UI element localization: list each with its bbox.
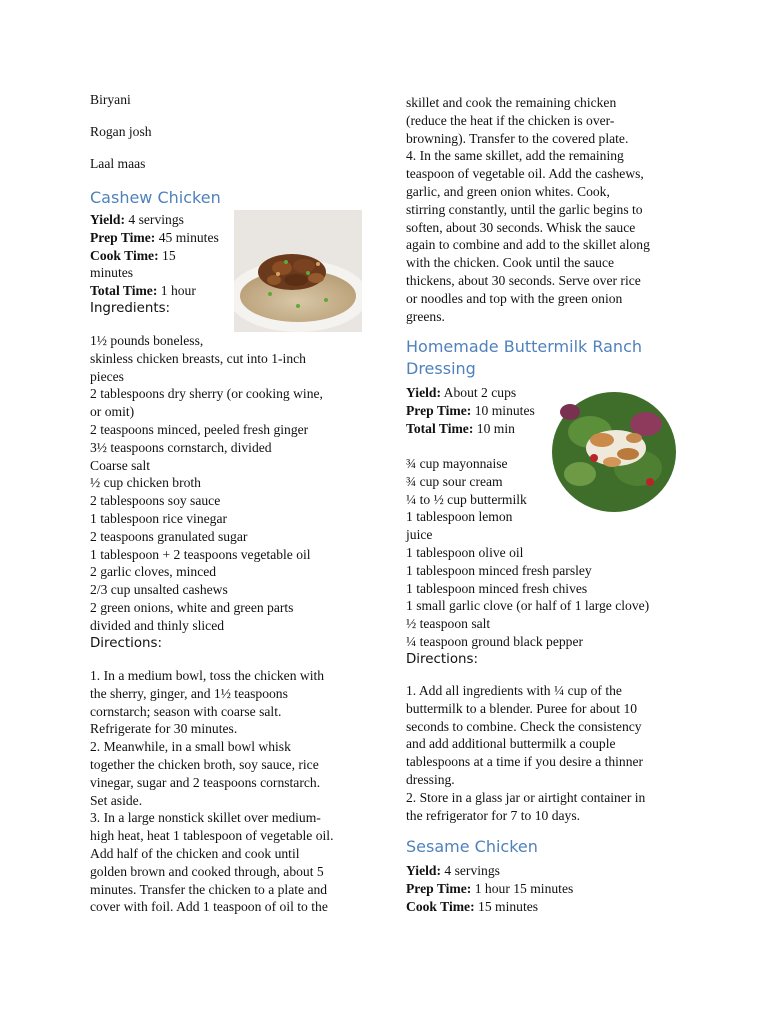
yield-value: About 2 cups bbox=[443, 385, 517, 400]
direction-line: skillet and cook the remaining chicken bbox=[406, 95, 617, 110]
ingredient-line: pieces bbox=[90, 368, 124, 384]
ingredient-line: ¾ cup sour cream bbox=[406, 473, 503, 489]
prep-value: 45 minutes bbox=[158, 229, 219, 245]
ingredient-line: skinless chicken breasts, cut into 1-inch bbox=[90, 350, 306, 366]
ingredients-label: Ingredients: bbox=[90, 300, 171, 316]
direction-line: Add half of the chicken and cook until bbox=[90, 845, 300, 861]
prep-value: 10 minutes bbox=[474, 402, 535, 418]
cook-label: Cook Time: bbox=[406, 898, 475, 914]
prep-value: 1 hour 15 minutes bbox=[474, 880, 574, 896]
ingredient-line: 2/3 cup unsalted cashews bbox=[90, 582, 228, 598]
direction-line: or noodles and top with the green onion bbox=[406, 290, 623, 306]
total-label: Total Time: bbox=[90, 283, 158, 299]
direction-line: tablespoons at a time if you desire a thinner bbox=[406, 754, 644, 770]
ingredient-line: divided and thinly sliced bbox=[90, 617, 225, 633]
ingredient-line: 1 tablespoon minced fresh parsley bbox=[406, 562, 592, 578]
direction-line: 4. In the same skillet, add the remaining bbox=[406, 148, 624, 164]
cashew-meta bbox=[90, 211, 240, 318]
direction-line: Set aside. bbox=[90, 792, 143, 808]
total-label: Total Time: bbox=[406, 420, 474, 436]
list-item-laal-maas: Laal maas bbox=[90, 156, 146, 171]
ingredient-line: juice bbox=[406, 527, 433, 543]
total-value: 1 hour bbox=[160, 283, 196, 299]
direction-line: again to combine and add to the skillet along bbox=[406, 237, 650, 253]
ingredient-line: 1 small garlic clove (or half of 1 large clove) bbox=[406, 598, 650, 614]
yield-label: Yield: bbox=[90, 212, 125, 227]
yield-label: Yield: bbox=[406, 863, 441, 878]
ranch-meta bbox=[406, 384, 556, 437]
ingredient-line: 1 tablespoon rice vinegar bbox=[90, 510, 228, 526]
ingredient-line: 3½ teaspoons cornstarch, divided bbox=[90, 439, 272, 455]
direction-line: seconds to combine. Check the consistency bbox=[406, 718, 642, 734]
total-value: 10 min bbox=[476, 420, 515, 436]
direction-line: vinegar, sugar and 2 teaspoons cornstarch. bbox=[90, 774, 321, 790]
direction-line: (reduce the heat if the chicken is over- bbox=[406, 112, 615, 128]
ingredient-line: 2 teaspoons minced, peeled fresh ginger bbox=[90, 421, 309, 437]
direction-line: 1. Add all ingredients with ¼ cup of the bbox=[406, 683, 622, 698]
direction-line: 1. In a medium bowl, toss the chicken with bbox=[90, 668, 325, 683]
direction-line: cover with foil. Add 1 teaspoon of oil to the bbox=[90, 899, 328, 915]
cook-label: Cook Time: bbox=[90, 247, 159, 263]
list-item-rogan-josh: Rogan josh bbox=[90, 124, 152, 139]
ingredient-line: 1 tablespoon + 2 teaspoons vegetable oil bbox=[90, 546, 311, 562]
direction-line: teaspoon of vegetable oil. Add the cashews, bbox=[406, 166, 644, 182]
ranch-heading bbox=[406, 336, 642, 380]
list-item-biryani: Biryani bbox=[90, 92, 131, 107]
ingredient-line: 2 teaspoons granulated sugar bbox=[90, 528, 248, 544]
yield-value: 4 servings bbox=[444, 863, 500, 878]
direction-line: 3. In a large nonstick skillet over medium- bbox=[90, 810, 321, 826]
cashew-directions-continued bbox=[406, 94, 650, 325]
cashew-directions bbox=[90, 667, 333, 916]
direction-line: 2. Meanwhile, in a small bowl whisk bbox=[90, 739, 291, 755]
ingredient-line: ½ cup chicken broth bbox=[90, 475, 201, 491]
prep-label: Prep Time: bbox=[406, 880, 472, 896]
direction-line: greens. bbox=[406, 308, 445, 324]
direction-line: dressing. bbox=[406, 771, 455, 787]
prep-label: Prep Time: bbox=[406, 402, 472, 418]
cashew-chicken-heading: Cashew Chicken bbox=[90, 188, 221, 207]
direction-line: golden brown and cooked through, about 5 bbox=[90, 863, 324, 879]
ranch-directions bbox=[406, 682, 645, 824]
cook-value: 15 minutes bbox=[478, 898, 539, 914]
ingredient-line: ½ teaspoon salt bbox=[406, 616, 491, 632]
ingredient-line: 1½ pounds boneless, bbox=[90, 333, 204, 348]
prep-label: Prep Time: bbox=[90, 229, 156, 245]
direction-line: browning). Transfer to the covered plate. bbox=[406, 130, 629, 146]
direction-line: the sherry, ginger, and 1½ teaspoons bbox=[90, 685, 288, 701]
direction-line: 2. Store in a glass jar or airtight container in bbox=[406, 789, 646, 805]
ingredient-line: 2 tablespoons soy sauce bbox=[90, 493, 221, 509]
cook-value-2: minutes bbox=[90, 265, 134, 281]
yield-label: Yield: bbox=[406, 385, 441, 400]
direction-line: Refrigerate for 30 minutes. bbox=[90, 721, 238, 737]
ranch-heading-line-1: Homemade Buttermilk Ranch bbox=[406, 337, 643, 356]
direction-line: garlic, and green onion whites. Cook, bbox=[406, 183, 610, 199]
yield-value: 4 servings bbox=[128, 212, 184, 227]
ingredient-line: ¼ teaspoon ground black pepper bbox=[406, 633, 584, 649]
ingredient-line: 1 tablespoon lemon bbox=[406, 509, 513, 525]
direction-line: thickens, about 30 seconds. Serve over rice bbox=[406, 272, 641, 288]
direction-line: buttermilk to a blender. Puree for about 10 bbox=[406, 700, 638, 716]
direction-line: soften, about 30 seconds. Whisk the sauce bbox=[406, 219, 636, 235]
ingredient-line: 2 tablespoons dry sherry (or cooking wine, bbox=[90, 386, 323, 402]
ingredient-line: or omit) bbox=[90, 404, 135, 420]
sesame-meta bbox=[406, 862, 573, 915]
direction-line: together the chicken broth, soy sauce, rice bbox=[90, 756, 319, 772]
direction-line: the refrigerator for 7 to 10 days. bbox=[406, 807, 581, 823]
direction-line: and add additional buttermilk a couple bbox=[406, 736, 616, 752]
ingredient-line: 1 tablespoon olive oil bbox=[406, 544, 524, 560]
direction-line: stirring constantly, until the garlic begins to bbox=[406, 201, 643, 217]
ranch-heading-line-2: Dressing bbox=[406, 359, 476, 378]
ingredient-line: 2 green onions, white and green parts bbox=[90, 599, 294, 615]
direction-line: high heat, heat 1 tablespoon of vegetable oil. bbox=[90, 828, 334, 844]
direction-line: cornstarch; season with coarse salt. bbox=[90, 703, 282, 719]
cashew-chicken-photo bbox=[234, 210, 362, 332]
ranch-ingredients bbox=[406, 455, 649, 669]
cook-value: 15 bbox=[162, 247, 176, 263]
ingredient-line: ¼ to ½ cup buttermilk bbox=[406, 491, 527, 507]
direction-line: with the chicken. Cook until the sauce bbox=[406, 255, 615, 271]
directions-label: Directions: bbox=[406, 651, 478, 667]
ingredient-line: 2 garlic cloves, minced bbox=[90, 564, 217, 580]
directions-label: Directions: bbox=[90, 635, 162, 651]
sesame-chicken-heading: Sesame Chicken bbox=[406, 837, 538, 856]
cashew-ingredients bbox=[90, 332, 323, 652]
ingredient-line: Coarse salt bbox=[90, 457, 151, 473]
direction-line: minutes. Transfer the chicken to a plate and bbox=[90, 881, 328, 897]
ingredient-line: 1 tablespoon minced fresh chives bbox=[406, 580, 588, 596]
ingredient-line: ¾ cup mayonnaise bbox=[406, 456, 508, 471]
